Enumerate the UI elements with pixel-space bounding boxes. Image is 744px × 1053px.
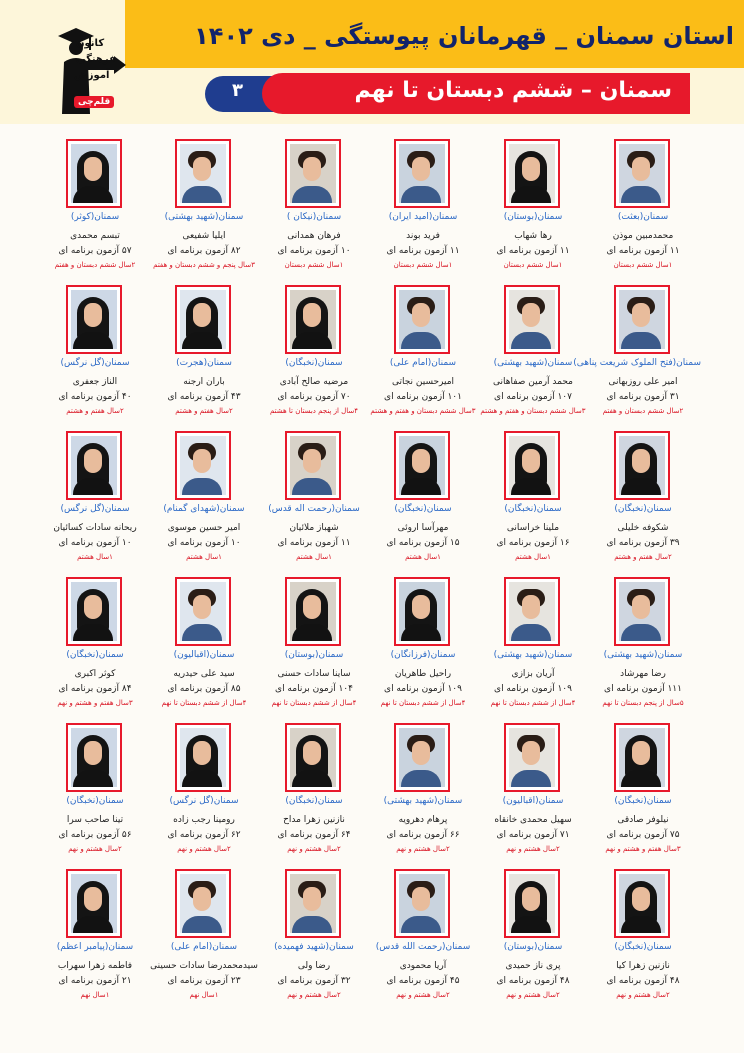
student-name: امیر علی روزبهانی: [608, 377, 678, 387]
student-name: ساینا سادات حسنی: [277, 669, 351, 679]
school-name: سمنان(گل نرگس): [60, 504, 130, 514]
photo-frame: [285, 139, 341, 208]
years-span: ۴سال از ششم دبستان تا نهم: [271, 699, 357, 707]
student-name: آریان بزازی: [511, 669, 555, 679]
student-photo: [180, 144, 226, 203]
photo-frame: [285, 869, 341, 938]
exam-count: ۸۲ آزمون برنامه ای: [167, 246, 241, 256]
student-photo: [399, 436, 445, 495]
student-card: [589, 577, 697, 717]
years-span: ۴سال از ششم دبستان تا نهم: [380, 699, 466, 707]
photo-frame: [175, 577, 231, 646]
exam-count: ۶۲ آزمون برنامه ای: [167, 830, 241, 840]
exam-count: ۵۶ آزمون برنامه ای: [58, 830, 132, 840]
school-name: سمنان(امام علی): [389, 358, 457, 368]
school-name: سمنان(بوستان): [503, 212, 563, 222]
student-card: [260, 869, 368, 1009]
school-name: سمنان(نخبگان): [285, 358, 343, 368]
photo-frame: [394, 723, 450, 792]
photo-frame: [175, 869, 231, 938]
student-photo: [180, 582, 226, 641]
student-card: [479, 431, 587, 571]
exam-count: ۳۹ آزمون برنامه ای: [606, 538, 680, 548]
exam-count: ۷۱ آزمون برنامه ای: [496, 830, 570, 840]
student-photo: [71, 144, 117, 203]
years-span: ۱سال ششم دبستان: [613, 261, 673, 269]
student-photo: [180, 728, 226, 787]
student-name: پرهام دهرویه: [398, 815, 448, 825]
school-name: سمنان(رحمت اله قدس): [268, 504, 360, 514]
photo-frame: [285, 285, 341, 354]
years-span: ۲سال هفتم و هشتم: [614, 553, 672, 561]
exam-count: ۴۳ آزمون برنامه ای: [167, 392, 241, 402]
years-span: ۱سال هشتم: [186, 553, 222, 561]
years-span: ۲سال هشتم و نهم: [287, 991, 341, 999]
school-name: سمنان(شهید بهشتی): [493, 358, 573, 368]
exam-count: ۱۱ آزمون برنامه ای: [496, 246, 570, 256]
photo-frame: [614, 723, 670, 792]
photo-frame: [175, 723, 231, 792]
photo-frame: [504, 577, 560, 646]
student-name: فرهان همدانی: [287, 231, 341, 241]
student-name: رها شهاب: [514, 231, 552, 241]
student-card: [41, 869, 149, 1009]
exam-count: ۱۰۱ آزمون برنامه ای: [384, 392, 462, 402]
photo-frame: [285, 723, 341, 792]
student-photo: [180, 436, 226, 495]
student-name: تینا صاحب سرا: [66, 815, 124, 825]
school-name: سمنان(نخبگان): [614, 942, 672, 952]
exam-count: ۵۷ آزمون برنامه ای: [58, 246, 132, 256]
student-card: [369, 431, 477, 571]
school-name: سمنان(پیامبر اعظم): [56, 942, 134, 952]
school-name: سمنان(نخبگان): [66, 650, 124, 660]
student-name: پری ناز حمیدی: [505, 961, 561, 971]
student-name: نازنین زهرا مداح: [283, 815, 345, 825]
student-photo: [399, 144, 445, 203]
student-name: رضا ولی: [297, 961, 331, 971]
student-photo: [290, 144, 336, 203]
school-name: سمنان(نخبگان): [504, 504, 562, 514]
years-span: ۴سال از ششم دبستان تا نهم: [490, 699, 576, 707]
student-card: [260, 285, 368, 425]
student-name: فرید بوند: [406, 231, 440, 241]
school-name: سمنان(بعثت): [617, 212, 669, 222]
student-photo: [509, 728, 555, 787]
student-card: [479, 139, 587, 279]
student-card: [41, 723, 149, 863]
photo-frame: [504, 431, 560, 500]
exam-count: ۸۵ آزمون برنامه ای: [167, 684, 241, 694]
years-span: ۱سال هشتم: [405, 553, 441, 561]
years-span: ۲سال هشتم و نهم: [506, 845, 560, 853]
school-name: سمنان(نخبگان): [614, 796, 672, 806]
years-span: ۳سال هفتم و هشتم و نهم: [605, 845, 681, 853]
student-photo: [399, 290, 445, 349]
school-name: سمنان(فتح الملوک شریعت پناهی): [573, 358, 701, 368]
page-title: استان سمنان _ قهرمانان پیوستگی _ دی ۱۴۰۲: [194, 22, 734, 50]
photo-frame: [175, 285, 231, 354]
exam-count: ۴۸ آزمون برنامه ای: [606, 976, 680, 986]
school-name: سمنان(نخبگان): [285, 796, 343, 806]
exam-count: ۲۳ آزمون برنامه ای: [167, 976, 241, 986]
logo-line-1: کانون: [76, 38, 105, 49]
years-span: ۲سال هشتم و نهم: [396, 845, 450, 853]
student-photo: [619, 144, 665, 203]
student-photo: [180, 874, 226, 933]
student-card: [260, 431, 368, 571]
school-name: سمنان(شهید بهشتی): [493, 650, 573, 660]
photo-frame: [285, 577, 341, 646]
school-name: سمنان(شهید بهشتی): [164, 212, 244, 222]
exam-count: ۱۶ آزمون برنامه ای: [496, 538, 570, 548]
student-name: ریحانه سادات کسائیان: [53, 523, 137, 533]
student-name: محمد آرمین صفاهانی: [493, 377, 573, 387]
student-photo: [290, 874, 336, 933]
student-photo: [290, 290, 336, 349]
exam-count: ۱۰ آزمون برنامه ای: [277, 246, 351, 256]
school-name: سمنان(گل نرگس): [60, 358, 130, 368]
student-photo: [509, 874, 555, 933]
student-photo: [509, 436, 555, 495]
student-photo: [399, 582, 445, 641]
school-name: سمنان(هجرت): [176, 358, 232, 368]
student-photo: [71, 728, 117, 787]
exam-count: ۳۲ آزمون برنامه ای: [277, 976, 351, 986]
student-card: [41, 139, 149, 279]
student-name: ملینا خراسانی: [506, 523, 560, 533]
school-name: سمنان(بوستان): [503, 942, 563, 952]
years-span: ۱سال ششم دبستان: [503, 261, 563, 269]
years-span: ۳سال پنجم و ششم دبستان و هفتم: [153, 261, 255, 269]
exam-count: ۱۰۷ آزمون برنامه ای: [494, 392, 572, 402]
school-name: سمنان(رحمت الله قدس): [375, 942, 471, 952]
student-card: [589, 723, 697, 863]
exam-count: ۱۱ آزمون برنامه ای: [277, 538, 351, 548]
student-photo: [619, 728, 665, 787]
years-span: ۱سال ششم دبستان: [284, 261, 344, 269]
school-name: سمنان(اقبالیون): [502, 796, 564, 806]
student-card: [589, 431, 697, 571]
photo-frame: [614, 285, 670, 354]
years-span: ۱سال هشتم: [77, 553, 113, 561]
student-photo: [619, 874, 665, 933]
photo-frame: [504, 285, 560, 354]
photo-frame: [504, 869, 560, 938]
student-card: [150, 285, 258, 425]
photo-frame: [285, 431, 341, 500]
exam-count: ۱۱ آزمون برنامه ای: [386, 246, 460, 256]
photo-frame: [614, 869, 670, 938]
exam-count: ۱۰ آزمون برنامه ای: [58, 538, 132, 548]
student-card: [369, 577, 477, 717]
student-card: [260, 577, 368, 717]
years-span: ۴سال از ششم دبستان تا نهم: [161, 699, 247, 707]
logo-line-2: فرهنگی: [76, 54, 116, 65]
photo-frame: [66, 869, 122, 938]
years-span: ۱سال هشتم: [515, 553, 551, 561]
student-name: شهباز ملائیان: [289, 523, 339, 533]
school-name: سمنان(بوستان): [284, 650, 344, 660]
student-photo: [71, 290, 117, 349]
years-span: ۲سال هفتم و هشتم: [66, 407, 124, 415]
years-span: ۱سال نهم: [189, 991, 219, 999]
student-card: [41, 431, 149, 571]
student-name: نیلوفر صادقی: [617, 815, 669, 825]
years-span: ۳سال ششم دبستان و هفتم و هشتم: [370, 407, 476, 415]
student-photo: [619, 582, 665, 641]
exam-count: ۱۰۹ آزمون برنامه ای: [494, 684, 572, 694]
school-name: سمنان(فرزانگان): [390, 650, 456, 660]
student-name: ایلیا شفیعی: [182, 231, 226, 241]
student-card: [589, 139, 697, 279]
student-card: [369, 139, 477, 279]
student-card: [150, 869, 258, 1009]
photo-frame: [175, 139, 231, 208]
years-span: ۵سال از پنجم دبستان تا نهم: [602, 699, 684, 707]
photo-frame: [394, 139, 450, 208]
student-name: شکوفه خلیلی: [617, 523, 669, 533]
student-name: کوثر اکبری: [74, 669, 116, 679]
photo-frame: [394, 285, 450, 354]
logo-badge: قلم‌چی: [74, 96, 114, 108]
years-span: ۲سال ششم دبستان و هفتم: [54, 261, 136, 269]
student-name: مرضیه صالح آبادی: [279, 377, 349, 387]
years-span: ۳سال هفتم و هشتم و نهم: [57, 699, 133, 707]
student-name: امیرحسین نجاتی: [391, 377, 455, 387]
school-name: سمنان(امید ایران): [388, 212, 458, 222]
years-span: ۳سال ششم دبستان و هفتم و هشتم: [480, 407, 586, 415]
student-photo: [290, 582, 336, 641]
student-name: امیر حسین موسوی: [167, 523, 241, 533]
exam-count: ۴۸ آزمون برنامه ای: [496, 976, 570, 986]
student-card: [589, 869, 697, 1009]
exam-count: ۴۰ آزمون برنامه ای: [58, 392, 132, 402]
school-name: سمنان(نخبگان): [614, 504, 672, 514]
student-name: فاطمه زهرا سهراب: [57, 961, 133, 971]
student-card: [41, 577, 149, 717]
student-photo: [509, 144, 555, 203]
student-name: مهرآسا اروئی: [397, 523, 449, 533]
student-card: [479, 869, 587, 1009]
exam-count: ۷۵ آزمون برنامه ای: [606, 830, 680, 840]
photo-frame: [66, 577, 122, 646]
exam-count: ۱۰۴ آزمون برنامه ای: [275, 684, 353, 694]
student-name: محمدمبین موذن: [612, 231, 674, 241]
exam-count: ۱۰ آزمون برنامه ای: [167, 538, 241, 548]
exam-count: ۱۵ آزمون برنامه ای: [386, 538, 460, 548]
student-photo: [509, 582, 555, 641]
student-name: تبسم محمدی: [70, 231, 120, 241]
page-number: ۳: [232, 80, 243, 101]
photo-frame: [504, 723, 560, 792]
school-name: سمنان(نخبگان): [394, 504, 452, 514]
student-card: [150, 723, 258, 863]
exam-count: ۲۱ آزمون برنامه ای: [58, 976, 132, 986]
school-name: سمنان(اقبالیون): [173, 650, 235, 660]
school-name: سمنان(گل نرگس): [169, 796, 239, 806]
photo-frame: [66, 285, 122, 354]
student-name: رضا مهرشاد: [620, 669, 666, 679]
school-name: سمنان(شهدای گمنام): [163, 504, 245, 514]
exam-count: ۱۱۱ آزمون برنامه ای: [604, 684, 682, 694]
student-card: [369, 285, 477, 425]
student-photo: [180, 290, 226, 349]
school-name: سمنان(نخبگان): [66, 796, 124, 806]
exam-count: ۴۵ آزمون برنامه ای: [386, 976, 460, 986]
student-photo: [290, 728, 336, 787]
student-card: [150, 577, 258, 717]
school-name: سمنان(شهید فهمیده): [274, 942, 354, 952]
student-name: نازنین زهرا کیا: [616, 961, 670, 971]
student-photo: [290, 436, 336, 495]
student-card: [479, 285, 587, 425]
years-span: ۲سال هشتم و نهم: [68, 845, 122, 853]
student-card: [260, 139, 368, 279]
photo-frame: [175, 431, 231, 500]
years-span: ۱سال ششم دبستان: [393, 261, 453, 269]
years-span: ۱سال هشتم: [296, 553, 332, 561]
student-photo: [399, 874, 445, 933]
exam-count: ۱۰۹ آزمون برنامه ای: [384, 684, 462, 694]
photo-frame: [394, 431, 450, 500]
student-name: سید علی حیدریه: [173, 669, 235, 679]
student-name: رومینا رجب زاده: [173, 815, 235, 825]
logo-line-3: آموزش: [74, 70, 110, 81]
photo-frame: [66, 139, 122, 208]
photo-frame: [614, 577, 670, 646]
exam-count: ۶۴ آزمون برنامه ای: [277, 830, 351, 840]
school-name: سمنان(کوثر): [70, 212, 120, 222]
photo-frame: [394, 869, 450, 938]
student-photo: [399, 728, 445, 787]
student-name: آریا محمودی: [399, 961, 447, 971]
exam-count: ۸۴ آزمون برنامه ای: [58, 684, 132, 694]
student-card: [150, 431, 258, 571]
page-subtitle: سمنان – ششم دبستان تا نهم: [354, 78, 672, 103]
years-span: ۲سال هفتم و هشتم: [175, 407, 233, 415]
page-header: [0, 0, 744, 124]
student-name: سیدمحمدرضا سادات حسینی: [150, 961, 258, 971]
student-name: الناز جعفری: [72, 377, 118, 387]
student-card: [573, 285, 701, 425]
photo-frame: [394, 577, 450, 646]
student-card: [150, 139, 258, 279]
student-card: [479, 577, 587, 717]
student-photo: [71, 874, 117, 933]
exam-count: ۳۱ آزمون برنامه ای: [606, 392, 680, 402]
student-photo: [619, 436, 665, 495]
photo-frame: [66, 431, 122, 500]
student-name: سهیل محمدی خانقاه: [494, 815, 572, 825]
exam-count: ۱۱ آزمون برنامه ای: [606, 246, 680, 256]
years-span: ۲سال هشتم و نهم: [177, 845, 231, 853]
years-span: ۲سال هشتم و نهم: [396, 991, 450, 999]
years-span: ۴سال از پنجم دبستان تا هشتم: [269, 407, 359, 415]
school-name: سمنان(شهید بهشتی): [603, 650, 683, 660]
student-name: راحیل طاهریان: [394, 669, 452, 679]
years-span: ۱سال نهم: [80, 991, 110, 999]
years-span: ۲سال هشتم و نهم: [506, 991, 560, 999]
photo-frame: [504, 139, 560, 208]
exam-count: ۶۶ آزمون برنامه ای: [386, 830, 460, 840]
photo-frame: [614, 139, 670, 208]
years-span: ۲سال هشتم و نهم: [287, 845, 341, 853]
years-span: ۲سال ششم دبستان و هفتم: [602, 407, 684, 415]
years-span: ۲سال هشتم و نهم: [616, 991, 670, 999]
student-card: [260, 723, 368, 863]
exam-count: ۷۰ آزمون برنامه ای: [277, 392, 351, 402]
student-photo: [71, 582, 117, 641]
student-photo: [619, 290, 665, 349]
school-name: سمنان(امام علی): [170, 942, 238, 952]
school-name: سمنان(شهید بهشتی): [383, 796, 463, 806]
student-card: [479, 723, 587, 863]
photo-frame: [66, 723, 122, 792]
student-card: [369, 723, 477, 863]
photo-frame: [614, 431, 670, 500]
school-name: سمنان(نیکان ): [286, 212, 342, 222]
student-card: [41, 285, 149, 425]
student-photo: [71, 436, 117, 495]
student-card: [369, 869, 477, 1009]
student-photo: [509, 290, 555, 349]
student-name: باران ارجنه: [183, 377, 225, 387]
